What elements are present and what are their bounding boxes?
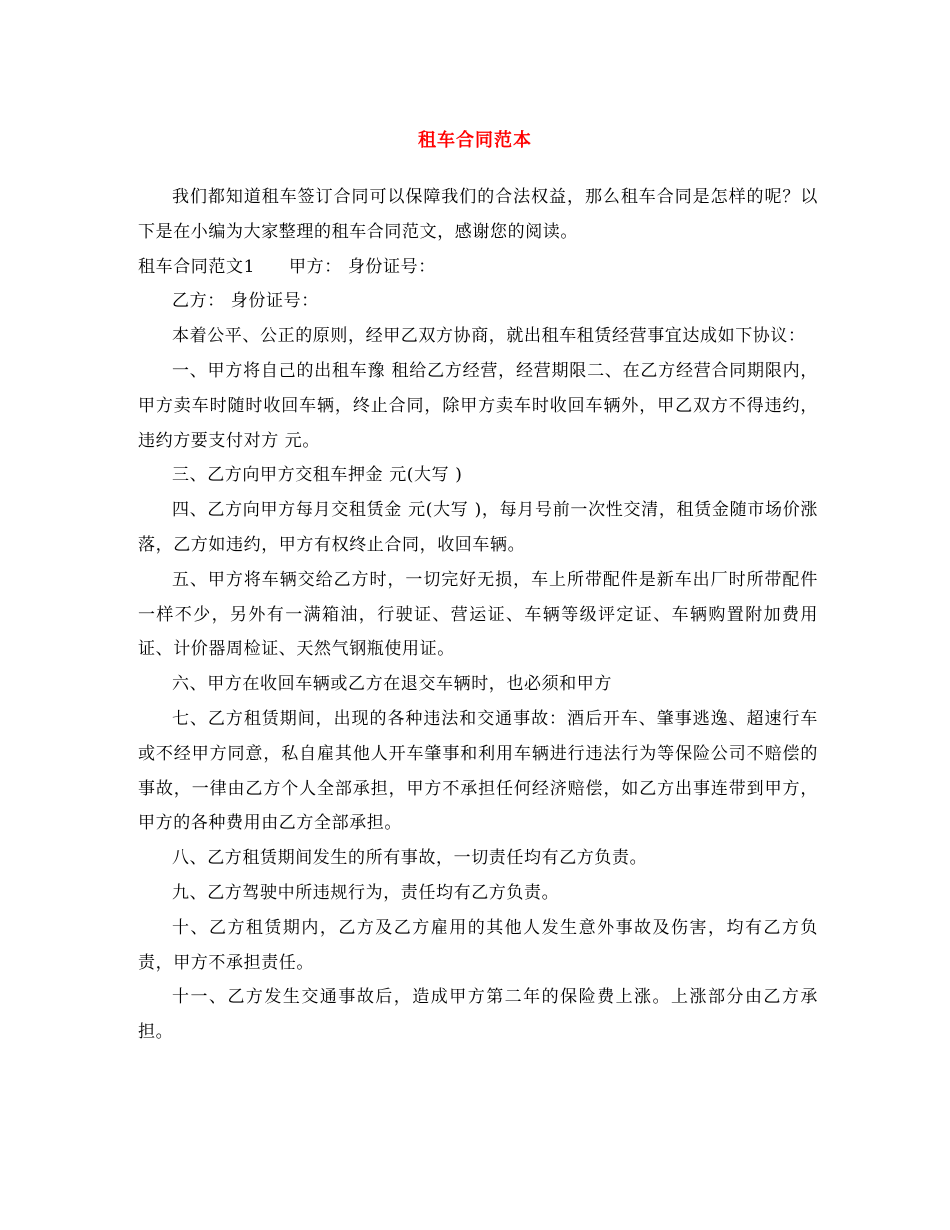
- preamble-paragraph: 本着公平、公正的原则，经甲乙双方协商，就出租车租赁经营事宜达成如下协议：: [172, 326, 806, 347]
- clause-paragraph: 四、乙方向甲方每月交租赁金 元(大写 )，每月号前一次性交清，租赁金随市场价涨落，乙方如违约，甲方有权终止合同，收回车辆。: [138, 500, 818, 555]
- party-b-line: 乙方： 身份证号：: [172, 291, 319, 312]
- sample-label: 租车合同范文1: [138, 256, 256, 277]
- clause-paragraph: 七、乙方租赁期间，出现的各种违法和交通事故：酒后开车、肇事逃逸、超速行车或不经甲方同意，私自雇其他人开车肇事和利用车辆进行违法行为等保险公司不赔偿的事故，一律由乙方个人全部承担，甲方不承担任何经济赔偿，如乙方出事连带到甲方，甲方的各种费用由乙方全部承担。: [138, 708, 818, 834]
- clause-paragraph: 六、甲方在收回车辆或乙方在退交车辆时，也必须和甲方: [172, 674, 612, 695]
- clause-paragraph: 五、甲方将车辆交给乙方时，一切完好无损，车上所带配件是新车出厂时所带配件一样不少，另外有一满箱油，行驶证、营运证、车辆等级评定证、车辆购置附加费用证、计价器周检证、天然气钢瓶使用证。: [138, 569, 818, 660]
- document-body: [138, 180, 818, 1050]
- clause-paragraph: 三、乙方向甲方交租车押金 元(大写 ): [172, 465, 463, 486]
- clause-paragraph: 九、乙方驾驶中所违规行为，责任均有乙方负责。: [172, 882, 560, 903]
- intro-paragraph: 我们都知道租车签订合同可以保障我们的合法权益，那么租车合同是怎样的呢？以下是在小编为大家整理的租车合同范文，感谢您的阅读。: [138, 187, 818, 242]
- document-title: 租车合同范本: [418, 130, 532, 151]
- party-a-line: 甲方： 身份证号：: [289, 256, 436, 277]
- clause-paragraph: 十一、乙方发生交通事故后，造成甲方第二年的保险费上涨。上涨部分由乙方承担。: [138, 987, 818, 1043]
- clause-paragraph: 十、乙方租赁期内，乙方及乙方雇用的其他人发生意外事故及伤害，均有乙方负责，甲方不承担责任。: [138, 917, 818, 973]
- clause-paragraph: 一、甲方将自己的出租车豫 租给乙方经营，经营期限二、在乙方经营合同期限内，甲方卖车时随时收回车辆，终止合同，除甲方卖车时收回车辆外，甲乙双方不得违约，违约方要支付对方 元。: [138, 360, 818, 451]
- clause-paragraph: 八、乙方租赁期间发生的所有事故，一切责任均有乙方负责。: [172, 848, 648, 869]
- sample-header-line: [138, 250, 818, 285]
